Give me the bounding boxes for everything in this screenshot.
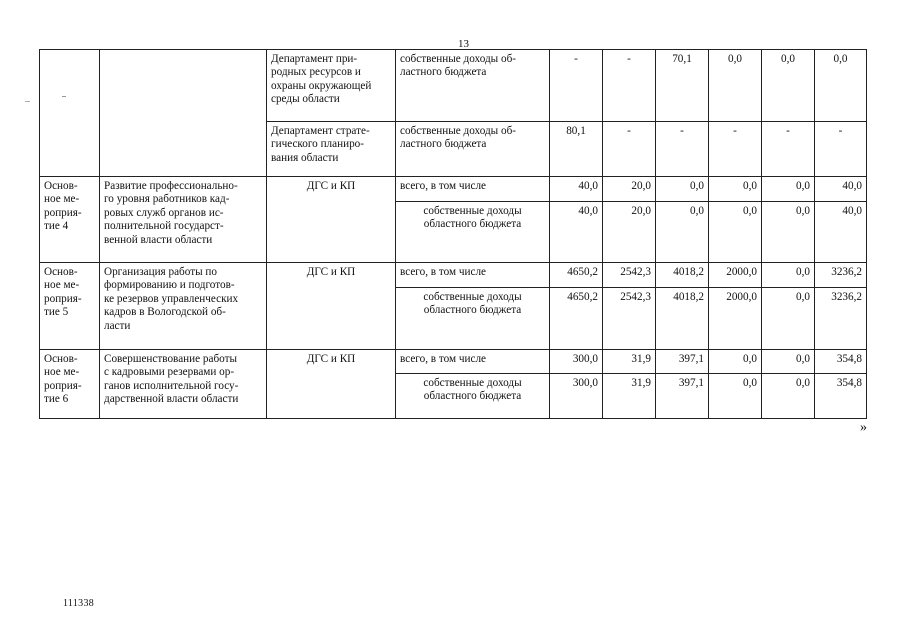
total-label-cell: всего, в том числе [396, 350, 550, 374]
value-cell: 0,0 [709, 177, 762, 202]
value-cell: - [656, 122, 709, 177]
value-cell: 0,0 [709, 350, 762, 374]
name-cell-empty [100, 50, 267, 177]
code-cell-empty [40, 50, 100, 177]
value-cell: - [762, 122, 815, 177]
page-number: 13 [458, 38, 469, 50]
table-row [40, 350, 867, 374]
value-cell: 0,0 [762, 263, 815, 288]
value-cell: 4650,2 [550, 263, 603, 288]
value-cell: - [603, 122, 656, 177]
source-cell: собственные доходы об- ластного бюджета [396, 122, 550, 177]
value-cell: 0,0 [815, 50, 867, 122]
executor-cell: Департамент при- родных ресурсов и охраны окружающей среды области [267, 50, 396, 122]
value-cell: 354,8 [815, 374, 867, 419]
value-cell: 31,9 [603, 374, 656, 419]
value-cell: 397,1 [656, 350, 709, 374]
value-cell: - [603, 50, 656, 122]
closing-quote: » [860, 420, 867, 435]
value-cell: 3236,2 [815, 263, 867, 288]
value-cell: 40,0 [815, 202, 867, 263]
value-cell: - [709, 122, 762, 177]
value-cell: 0,0 [762, 50, 815, 122]
value-cell: 300,0 [550, 374, 603, 419]
measure-code-cell: Основ- ное ме- роприя- тие 6 [40, 350, 100, 419]
value-cell: 0,0 [656, 202, 709, 263]
table-row [40, 263, 867, 288]
document-code: 111338 [63, 598, 95, 609]
sub-label-cell: собственные доходы областного бюджета [396, 374, 550, 419]
value-cell: 2542,3 [603, 263, 656, 288]
value-cell: 0,0 [656, 177, 709, 202]
table-row [40, 177, 867, 202]
value-cell: 0,0 [762, 177, 815, 202]
sub-label-cell: собственные доходы областного бюджета [396, 202, 550, 263]
total-label-cell: всего, в том числе [396, 263, 550, 288]
value-cell: 397,1 [656, 374, 709, 419]
value-cell: 2542,3 [603, 288, 656, 350]
value-cell: 0,0 [762, 374, 815, 419]
measure-executor-cell: ДГС и КП [267, 177, 396, 263]
value-cell: - [550, 50, 603, 122]
value-cell: 40,0 [550, 177, 603, 202]
value-cell: 2000,0 [709, 263, 762, 288]
value-cell: - [815, 122, 867, 177]
table-body [40, 50, 867, 419]
value-cell: 0,0 [762, 350, 815, 374]
measure-executor-cell: ДГС и КП [267, 263, 396, 350]
value-cell: 4650,2 [550, 288, 603, 350]
value-cell: 70,1 [656, 50, 709, 122]
executor-cell: Департамент страте- гического планиро- вания области [267, 122, 396, 177]
value-cell: 0,0 [709, 202, 762, 263]
value-cell: 20,0 [603, 177, 656, 202]
measure-name-cell: Организация работы по формированию и подготов- ке резервов управленческих кадров в Вологодской об- ласти [100, 263, 267, 350]
value-cell: 4018,2 [656, 288, 709, 350]
measure-name-cell: Совершенствование работы с кадровыми резервами ор- ганов исполнительной госу- дарственной власти области [100, 350, 267, 419]
scan-speck [25, 101, 30, 102]
value-cell: 0,0 [762, 202, 815, 263]
sub-label-cell: собственные доходы областного бюджета [396, 288, 550, 350]
value-cell: 2000,0 [709, 288, 762, 350]
value-cell: 31,9 [603, 350, 656, 374]
value-cell: 0,0 [762, 288, 815, 350]
table-row [40, 50, 867, 122]
value-cell: 80,1 [550, 122, 603, 177]
value-cell: 3236,2 [815, 288, 867, 350]
total-label-cell: всего, в том числе [396, 177, 550, 202]
value-cell: 40,0 [550, 202, 603, 263]
value-cell: 0,0 [709, 50, 762, 122]
value-cell: 40,0 [815, 177, 867, 202]
budget-table [39, 49, 867, 419]
value-cell: 354,8 [815, 350, 867, 374]
measure-name-cell: Развитие профессионально- го уровня работников кад- ровых служб органов ис- полнительной государст- венной власти области [100, 177, 267, 263]
source-cell: собственные доходы об- ластного бюджета [396, 50, 550, 122]
value-cell: 4018,2 [656, 263, 709, 288]
value-cell: 0,0 [709, 374, 762, 419]
value-cell: 20,0 [603, 202, 656, 263]
measure-executor-cell: ДГС и КП [267, 350, 396, 419]
measure-code-cell: Основ- ное ме- роприя- тие 5 [40, 263, 100, 350]
value-cell: 300,0 [550, 350, 603, 374]
measure-code-cell: Основ- ное ме- роприя- тие 4 [40, 177, 100, 263]
